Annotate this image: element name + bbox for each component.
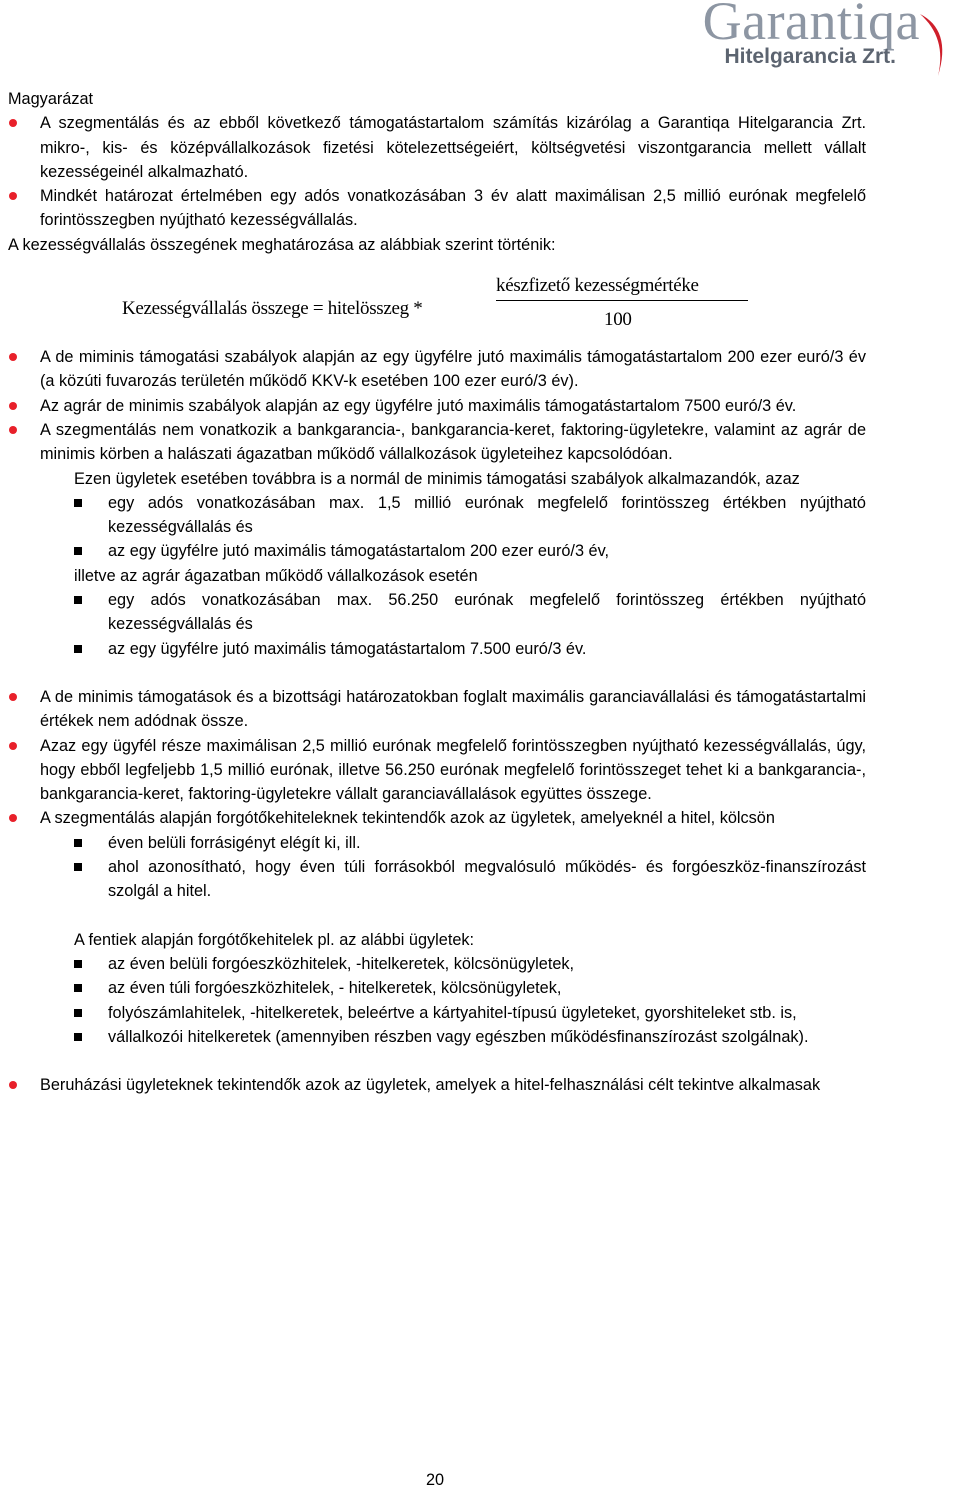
sub-list-item: vállalkozói hitelkeretek (amennyiben részben vagy egészben működésfinanszírozást szolgálnak).: [0, 1025, 960, 1049]
bullet-item: Beruházási ügyleteknek tekintendők azok az ügyletek, amelyek a hitel-felhasználási célt tekintve alkalmasak: [0, 1073, 960, 1097]
logo-swoosh-icon: [918, 10, 952, 78]
logo-wordmark: Garantiqa: [702, 0, 920, 51]
formula-numerator: készfizető kezességmértéke: [496, 275, 699, 297]
bullet-item: A szegmentálás és az ebből következő támogatástartalom számítás kizárólag a Garantiqa Hitelgarancia Zrt. mikro-, kis- és középvállalkozások fizetési kötelezettségeiért, költségvetési viszontgarancia mellett vállalt kezességeinél alkalmazható.: [0, 111, 960, 184]
section-heading: Magyarázat: [8, 90, 94, 108]
bullet-item: A de minimis támogatások és a bizottsági határozatokban foglalt maximális garanciavállalási és támogatástartalmi értékek nem adódnak össze.: [0, 685, 960, 734]
sub-list-item: az egy ügyfélre jutó maximális támogatástartalom 7.500 euró/3 év.: [0, 637, 960, 661]
sub-list-item: ahol azonosítható, hogy éven túli forrásokból megvalósuló működés- és forgóeszköz-finanszírozást szolgál a hitel.: [0, 855, 960, 904]
sub-list-item: folyószámlahitelek, -hitelkeretek, beleértve a kártyahitel-típusú ügyleteket, gyorshiteleket stb. is,: [0, 1001, 960, 1025]
sub-list-item: az egy ügyfélre jutó maximális támogatástartalom 200 ezer euró/3 év,: [0, 539, 960, 563]
formula-denominator: 100: [604, 309, 632, 331]
sub-list-item: éven belüli forrásigényt elégít ki, ill.: [0, 831, 960, 855]
spacer: [0, 1049, 960, 1073]
bullet-item: A szegmentálás nem vonatkozik a bankgarancia-, bankgarancia-keret, faktoring-ügyletekre, valamint az agrár de minimis körben a halászati ágazatban működő vállalkozások ügyleteihez kapcsolódóan.: [0, 418, 960, 467]
formula-lhs: Kezességvállalás összege = hitelösszeg *: [122, 298, 423, 320]
bullet-item: Az agrár de minimis szabályok alapján az egy ügyfélre jutó maximális támogatástartalom 7500 euró/3 év.: [0, 394, 960, 418]
sub-list-item: az éven belüli forgóeszközhitelek, -hitelkeretek, kölcsönügyletek,: [0, 952, 960, 976]
sub-list-item: az éven túli forgóeszközhitelek, - hitelkeretek, kölcsönügyletek,: [0, 976, 960, 1000]
sub-list-item: egy adós vonatkozásában max. 56.250 eurónak megfelelő forintösszeg értékben nyújtható kezességvállalás és: [0, 588, 960, 637]
page-number: 20: [425, 1471, 445, 1489]
spacer: [0, 904, 960, 928]
spacer: [0, 661, 960, 685]
note-mid-text: illetve az agrár ágazatban működő vállalkozások esetén: [74, 566, 478, 585]
note-paragraph: Ezen ügyletek esetében továbbra is a normál de minimis támogatási szabályok alkalmazandók, azaz: [74, 469, 800, 488]
bullet-item: A de miminis támogatási szabályok alapján az egy ügyfélre jutó maximális támogatástartalom 200 ezer euró/3 év (a közúti fuvarozás területén működő KKV-k esetében 100 ezer euró/3 év).: [0, 345, 960, 394]
logo-subtitle: Hitelgarancia Zrt.: [724, 45, 896, 68]
bullet-item: Azaz egy ügyfél része maximálisan 2,5 millió eurónak megfelelő forintösszegben nyújtható kezességvállalás, úgy, hogy ebből legfeljebb 1,5 millió eurónak, illetve 56.250 eurónak megfelelő forintösszeget tehet ki a bankgarancia-, bankgarancia-keret, faktoring-ügyletekre vállalt garanciavállalások együttes összege.: [0, 734, 960, 807]
company-logo: [662, 0, 952, 80]
document-body: [0, 87, 960, 1097]
bullet-item: A szegmentálás alapján forgótőkehiteleknek tekintendők azok az ügyletek, amelyeknél a hitel, kölcsön: [0, 806, 960, 830]
bullet-item: Mindkét határozat értelmében egy adós vonatkozásában 3 év alatt maximálisan 2,5 millió eurónak megfelelő forintösszegben nyújtható kezességvállalás.: [0, 184, 960, 233]
fraction-bar: [496, 300, 748, 301]
guarantee-formula: [0, 257, 960, 345]
sub-list-item: egy adós vonatkozásában max. 1,5 millió eurónak megfelelő forintösszeg értékben nyújtható kezességvállalás és: [0, 491, 960, 540]
examples-intro: A fentiek alapján forgótőkehitelek pl. az alábbi ügyletek:: [74, 930, 475, 949]
formula-intro: A kezességvállalás összegének meghatározása az alábbiak szerint történik:: [8, 235, 556, 254]
